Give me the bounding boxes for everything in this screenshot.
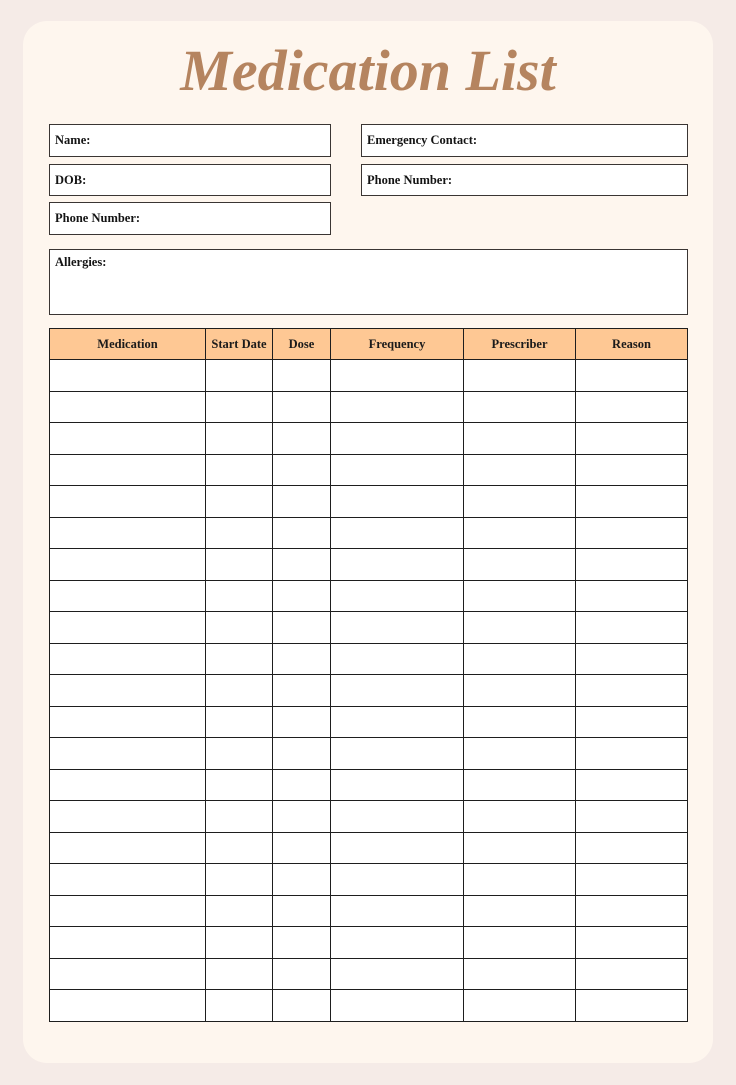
cell-start-date[interactable] — [206, 832, 273, 864]
cell-reason[interactable] — [576, 486, 688, 518]
table-row — [50, 864, 688, 896]
cell-prescriber[interactable] — [464, 612, 576, 644]
emergency-phone-number-label: Phone Number: — [367, 173, 453, 187]
cell-frequency[interactable] — [331, 391, 464, 423]
cell-medication[interactable] — [50, 706, 206, 738]
cell-dose[interactable] — [273, 769, 331, 801]
cell-start-date[interactable] — [206, 517, 273, 549]
cell-dose[interactable] — [273, 801, 331, 833]
cell-reason[interactable] — [576, 580, 688, 612]
cell-dose[interactable] — [273, 958, 331, 990]
cell-frequency[interactable] — [331, 486, 464, 518]
cell-prescriber[interactable] — [464, 454, 576, 486]
cell-frequency[interactable] — [331, 801, 464, 833]
table-header-row — [50, 329, 688, 360]
cell-prescriber[interactable] — [464, 580, 576, 612]
name-label: Name: — [55, 133, 91, 147]
cell-prescriber[interactable] — [464, 990, 576, 1022]
cell-medication[interactable] — [50, 549, 206, 581]
phone-number-label: Phone Number: — [55, 211, 141, 225]
column-header-dose: Dose — [273, 329, 331, 360]
cell-prescriber[interactable] — [464, 927, 576, 959]
cell-medication[interactable] — [50, 486, 206, 518]
table-row — [50, 895, 688, 927]
cell-reason[interactable] — [576, 706, 688, 738]
page-title: Medication List — [180, 38, 556, 103]
cell-start-date[interactable] — [206, 738, 273, 770]
cell-dose[interactable] — [273, 360, 331, 392]
table-row — [50, 801, 688, 833]
table-row — [50, 391, 688, 423]
cell-prescriber[interactable] — [464, 958, 576, 990]
cell-reason[interactable] — [576, 895, 688, 927]
table-row — [50, 927, 688, 959]
cell-start-date[interactable] — [206, 454, 273, 486]
cell-start-date[interactable] — [206, 391, 273, 423]
cell-prescriber[interactable] — [464, 801, 576, 833]
cell-frequency[interactable] — [331, 832, 464, 864]
cell-start-date[interactable] — [206, 423, 273, 455]
cell-dose[interactable] — [273, 643, 331, 675]
column-header-start-date: Start Date — [206, 329, 273, 360]
cell-frequency[interactable] — [331, 675, 464, 707]
table-row — [50, 675, 688, 707]
cell-prescriber[interactable] — [464, 643, 576, 675]
cell-prescriber[interactable] — [464, 675, 576, 707]
cell-frequency[interactable] — [331, 864, 464, 896]
cell-reason[interactable] — [576, 454, 688, 486]
table-row — [50, 738, 688, 770]
cell-start-date[interactable] — [206, 801, 273, 833]
cell-medication[interactable] — [50, 769, 206, 801]
cell-start-date[interactable] — [206, 486, 273, 518]
column-header-frequency: Frequency — [331, 329, 464, 360]
cell-frequency[interactable] — [331, 549, 464, 581]
cell-dose[interactable] — [273, 517, 331, 549]
cell-medication[interactable] — [50, 423, 206, 455]
cell-start-date[interactable] — [206, 990, 273, 1022]
table-row — [50, 486, 688, 518]
cell-start-date[interactable] — [206, 895, 273, 927]
cell-prescriber[interactable] — [464, 423, 576, 455]
cell-reason[interactable] — [576, 864, 688, 896]
cell-start-date[interactable] — [206, 958, 273, 990]
cell-prescriber[interactable] — [464, 517, 576, 549]
cell-dose[interactable] — [273, 927, 331, 959]
cell-medication[interactable] — [50, 612, 206, 644]
cell-reason[interactable] — [576, 990, 688, 1022]
cell-start-date[interactable] — [206, 864, 273, 896]
cell-prescriber[interactable] — [464, 864, 576, 896]
cell-medication[interactable] — [50, 990, 206, 1022]
dob-label: DOB: — [55, 173, 87, 187]
column-header-medication: Medication — [50, 329, 206, 360]
cell-prescriber[interactable] — [464, 486, 576, 518]
table-row — [50, 769, 688, 801]
cell-frequency[interactable] — [331, 738, 464, 770]
cell-reason[interactable] — [576, 549, 688, 581]
cell-dose[interactable] — [273, 612, 331, 644]
cell-prescriber[interactable] — [464, 832, 576, 864]
cell-frequency[interactable] — [331, 769, 464, 801]
cell-dose[interactable] — [273, 990, 331, 1022]
cell-reason[interactable] — [576, 675, 688, 707]
table-row — [50, 958, 688, 990]
cell-reason[interactable] — [576, 958, 688, 990]
cell-start-date[interactable] — [206, 706, 273, 738]
cell-start-date[interactable] — [206, 612, 273, 644]
table-row — [50, 517, 688, 549]
cell-start-date[interactable] — [206, 549, 273, 581]
table-row — [50, 643, 688, 675]
cell-prescriber[interactable] — [464, 738, 576, 770]
cell-dose[interactable] — [273, 423, 331, 455]
cell-dose[interactable] — [273, 895, 331, 927]
cell-medication[interactable] — [50, 517, 206, 549]
cell-reason[interactable] — [576, 517, 688, 549]
cell-reason[interactable] — [576, 423, 688, 455]
cell-medication[interactable] — [50, 895, 206, 927]
cell-start-date[interactable] — [206, 769, 273, 801]
emergency-phone-number-field[interactable] — [361, 164, 688, 196]
allergies-field[interactable] — [49, 249, 688, 315]
cell-medication[interactable] — [50, 643, 206, 675]
cell-medication[interactable] — [50, 864, 206, 896]
table-row — [50, 580, 688, 612]
cell-medication[interactable] — [50, 360, 206, 392]
cell-dose[interactable] — [273, 738, 331, 770]
cell-frequency[interactable] — [331, 360, 464, 392]
table-row — [50, 423, 688, 455]
cell-reason[interactable] — [576, 832, 688, 864]
cell-frequency[interactable] — [331, 958, 464, 990]
cell-frequency[interactable] — [331, 706, 464, 738]
cell-prescriber[interactable] — [464, 360, 576, 392]
cell-reason[interactable] — [576, 391, 688, 423]
cell-medication[interactable] — [50, 675, 206, 707]
cell-dose[interactable] — [273, 864, 331, 896]
cell-dose[interactable] — [273, 832, 331, 864]
cell-medication[interactable] — [50, 391, 206, 423]
cell-frequency[interactable] — [331, 454, 464, 486]
cell-frequency[interactable] — [331, 643, 464, 675]
emergency-contact-label: Emergency Contact: — [367, 133, 478, 147]
cell-start-date[interactable] — [206, 675, 273, 707]
cell-medication[interactable] — [50, 580, 206, 612]
cell-dose[interactable] — [273, 454, 331, 486]
table-row — [50, 549, 688, 581]
cell-prescriber[interactable] — [464, 769, 576, 801]
cell-prescriber[interactable] — [464, 895, 576, 927]
cell-prescriber[interactable] — [464, 706, 576, 738]
table-row — [50, 360, 688, 392]
cell-frequency[interactable] — [331, 580, 464, 612]
table-row — [50, 454, 688, 486]
column-header-prescriber: Prescriber — [464, 329, 576, 360]
cell-frequency[interactable] — [331, 423, 464, 455]
cell-dose[interactable] — [273, 549, 331, 581]
cell-medication[interactable] — [50, 927, 206, 959]
cell-dose[interactable] — [273, 675, 331, 707]
cell-frequency[interactable] — [331, 927, 464, 959]
cell-prescriber[interactable] — [464, 391, 576, 423]
dob-field[interactable] — [49, 164, 331, 196]
cell-reason[interactable] — [576, 927, 688, 959]
cell-medication[interactable] — [50, 738, 206, 770]
cell-start-date[interactable] — [206, 643, 273, 675]
allergies-label: Allergies: — [55, 255, 107, 269]
cell-dose[interactable] — [273, 486, 331, 518]
cell-start-date[interactable] — [206, 360, 273, 392]
table-row — [50, 706, 688, 738]
cell-prescriber[interactable] — [464, 549, 576, 581]
cell-medication[interactable] — [50, 832, 206, 864]
cell-frequency[interactable] — [331, 990, 464, 1022]
cell-medication[interactable] — [50, 958, 206, 990]
table-row — [50, 832, 688, 864]
cell-start-date[interactable] — [206, 580, 273, 612]
phone-number-field[interactable] — [49, 202, 331, 235]
table-row — [50, 612, 688, 644]
name-field[interactable] — [49, 124, 331, 157]
cell-reason[interactable] — [576, 360, 688, 392]
column-header-reason: Reason — [576, 329, 688, 360]
cell-reason[interactable] — [576, 643, 688, 675]
cell-dose[interactable] — [273, 391, 331, 423]
cell-dose[interactable] — [273, 706, 331, 738]
cell-dose[interactable] — [273, 580, 331, 612]
cell-reason[interactable] — [576, 769, 688, 801]
cell-reason[interactable] — [576, 612, 688, 644]
cell-frequency[interactable] — [331, 895, 464, 927]
table-row — [50, 990, 688, 1022]
medication-table — [49, 328, 688, 1022]
cell-reason[interactable] — [576, 801, 688, 833]
cell-medication[interactable] — [50, 801, 206, 833]
cell-start-date[interactable] — [206, 927, 273, 959]
cell-frequency[interactable] — [331, 517, 464, 549]
cell-medication[interactable] — [50, 454, 206, 486]
cell-reason[interactable] — [576, 738, 688, 770]
emergency-contact-field[interactable] — [361, 124, 688, 157]
cell-frequency[interactable] — [331, 612, 464, 644]
